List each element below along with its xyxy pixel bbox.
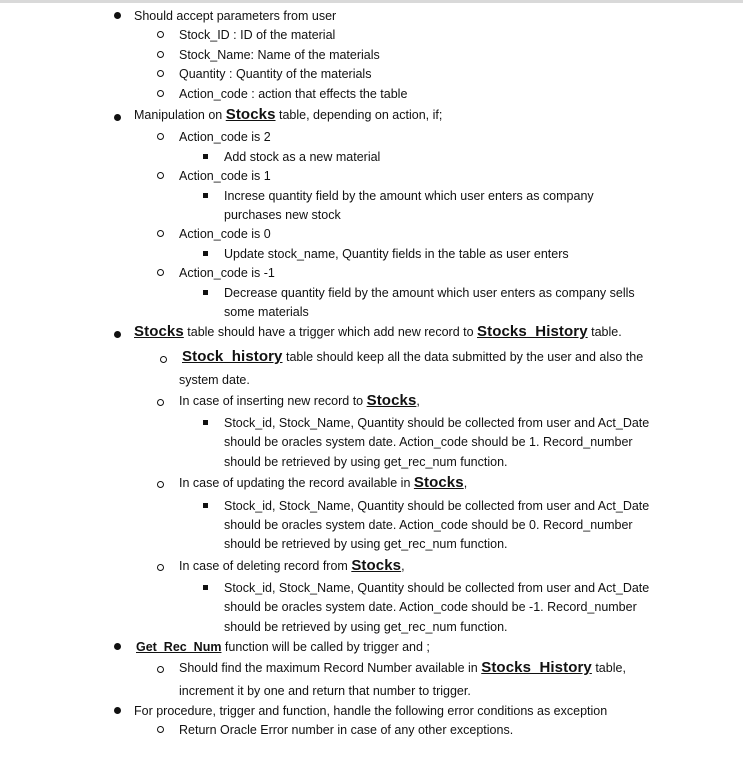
delete-case: In case of deleting record from Stocks, xyxy=(179,557,405,574)
stocks-keyword: Stocks xyxy=(134,323,184,340)
bullet-square xyxy=(203,503,208,508)
bullet-dot xyxy=(114,331,121,338)
bullet-circle xyxy=(157,269,164,276)
history-line: Stock_history table should keep all the data submitted by the user and also the xyxy=(182,348,644,365)
insert-line: should be oracles system date. Action_code should be 1. Record_number xyxy=(224,435,633,449)
insert-line: should be retrieved by using get_rec_num function. xyxy=(224,455,508,469)
section-intro: Should accept parameters from user xyxy=(134,9,337,23)
bullet-square xyxy=(203,585,208,590)
delete-line: should be retrieved by using get_rec_num function. xyxy=(224,620,508,634)
stocks-keyword: Stocks xyxy=(351,557,402,574)
stocks-keyword: Stocks xyxy=(225,106,276,123)
bullet-dot xyxy=(114,12,121,19)
bullet-circle xyxy=(157,70,164,77)
bullet-square xyxy=(203,154,208,159)
bullet-circle xyxy=(160,356,167,363)
bullet-circle xyxy=(157,51,164,58)
bullet-circle xyxy=(157,399,164,406)
get-rec-num-keyword: Get_Rec_Num xyxy=(136,640,222,654)
case-line: Add stock as a new material xyxy=(224,150,381,164)
update-line: Stock_id, Stock_Name, Quantity should be collected from user and Act_Date xyxy=(224,499,650,513)
bullet-circle xyxy=(157,666,164,673)
bullet-circle xyxy=(157,90,164,97)
case-line: Decrease quantity field by the amount which user enters as company sells xyxy=(224,286,635,300)
insert-case: In case of inserting new record to Stocks, xyxy=(179,392,420,409)
bullet-circle xyxy=(157,481,164,488)
case-label: Action_code is 2 xyxy=(179,130,271,144)
bullet-circle xyxy=(157,564,164,571)
exception-item: Return Oracle Error number in case of any other exceptions. xyxy=(179,723,514,737)
insert-line: Stock_id, Stock_Name, Quantity should be collected from user and Act_Date xyxy=(224,416,650,430)
param-item: Action_code : action that effects the table xyxy=(179,87,408,101)
stock-history-keyword: Stock_history xyxy=(182,348,283,365)
bullet-square xyxy=(203,193,208,198)
param-item: Quantity : Quantity of the materials xyxy=(179,67,372,81)
update-line: should be oracles system date. Action_code should be 0. Record_number xyxy=(224,518,633,532)
update-case: In case of updating the record available in Stocks, xyxy=(179,474,468,491)
bullet-circle xyxy=(157,230,164,237)
case-line: Update stock_name, Quantity fields in the table as user enters xyxy=(224,247,569,261)
param-item: Stock_ID : ID of the material xyxy=(179,28,336,42)
bullet-dot xyxy=(114,643,121,650)
bullet-square xyxy=(203,420,208,425)
bullet-circle xyxy=(157,726,164,733)
bullet-circle xyxy=(157,133,164,140)
update-line: should be retrieved by using get_rec_num function. xyxy=(224,537,508,551)
trigger-line: Stocks table should have a trigger which add new record to Stocks_History table. xyxy=(134,323,622,340)
delete-line: should be oracles system date. Action_code should be -1. Record_number xyxy=(224,600,637,614)
delete-line: Stock_id, Stock_Name, Quantity should be collected from user and Act_Date xyxy=(224,581,650,595)
function-desc: Should find the maximum Record Number available in Stocks_History table, xyxy=(179,659,626,676)
stocks-history-keyword: Stocks_History xyxy=(477,323,588,340)
bullet-square xyxy=(203,251,208,256)
bullet-dot xyxy=(114,707,121,714)
bullet-dot xyxy=(114,114,121,121)
case-line: some materials xyxy=(224,305,309,319)
top-border xyxy=(0,0,743,3)
case-label: Action_code is -1 xyxy=(179,266,275,280)
function-desc: increment it by one and return that number to trigger. xyxy=(179,684,471,698)
exception-line: For procedure, trigger and function, handle the following error conditions as exception xyxy=(134,704,608,718)
manipulation-line: Manipulation on Stocks table, depending on action, if; xyxy=(134,106,443,123)
bullet-square xyxy=(203,290,208,295)
stocks-keyword: Stocks xyxy=(366,392,417,409)
stocks-history-keyword: Stocks_History xyxy=(481,659,592,676)
bullet-circle xyxy=(157,31,164,38)
function-line: Get_Rec_Num function will be called by trigger and ; xyxy=(136,640,430,654)
bullet-circle xyxy=(157,172,164,179)
param-item: Stock_Name: Name of the materials xyxy=(179,48,380,62)
stocks-keyword: Stocks xyxy=(413,474,464,491)
case-label: Action_code is 1 xyxy=(179,169,271,183)
history-line: system date. xyxy=(179,373,250,387)
case-line: Increse quantity field by the amount which user enters as company xyxy=(224,189,594,203)
case-label: Action_code is 0 xyxy=(179,227,271,241)
case-line: purchases new stock xyxy=(224,208,341,222)
